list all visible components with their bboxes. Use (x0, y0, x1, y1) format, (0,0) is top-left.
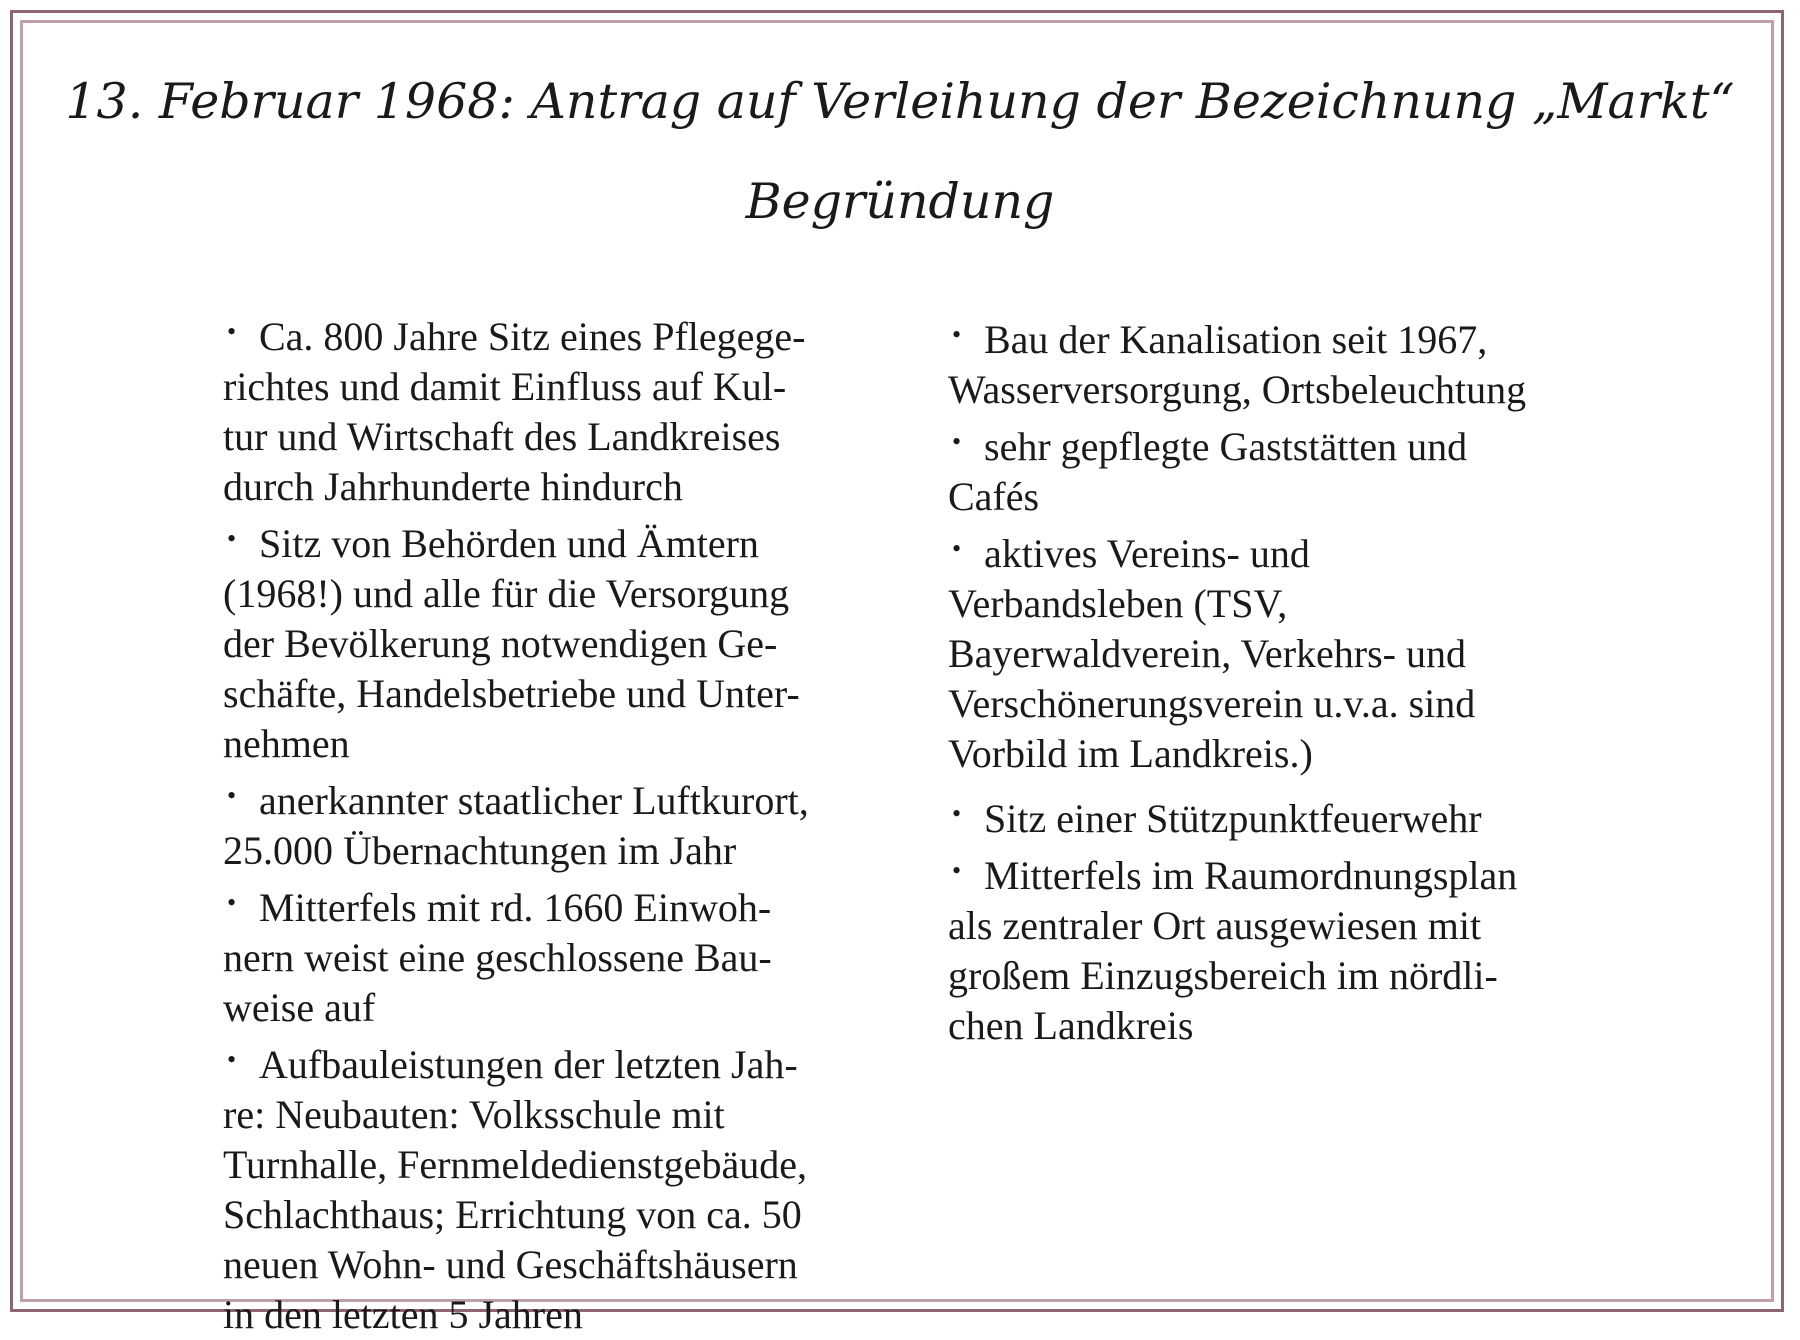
bullet-item-line: • Ca. 800 Jahre Sitz eines Pflegege- (223, 307, 843, 362)
bullet-item-line: (1968!) und alle für die Versorgung (223, 571, 790, 616)
bullet-item (948, 846, 1588, 1051)
bullet-item (223, 307, 843, 512)
bullet-item-line: 25.000 Übernachtungen im Jahr (223, 828, 737, 873)
bullet-item-line: re: Neubauten: Volksschule mit (223, 1092, 725, 1137)
bullet-item-line: Schlachthaus; Errichtung von ca. 50 (223, 1192, 802, 1237)
bullet-item (223, 771, 843, 876)
bullet-icon: • (952, 799, 962, 828)
bullet-item-line: neuen Wohn- und Geschäftshäusern (223, 1242, 798, 1287)
bullet-item-line: weise auf (223, 985, 376, 1030)
bullet-item-line: • Mitterfels im Raumordnungsplan (948, 846, 1588, 901)
bullet-item-line: • aktives Vereins- und (948, 524, 1588, 579)
bullet-item-line: Verbandsleben (TSV, (948, 581, 1288, 626)
bullet-item-line: richtes und damit Einfluss auf Kul- (223, 364, 787, 409)
bullet-item-line: Verschönerungsverein u.v.a. sind (948, 681, 1476, 726)
bullet-item-line: der Bevölkerung notwendigen Ge- (223, 621, 778, 666)
title-line-1: 13. Februar 1968: Antrag auf Verleihung der Bezeichnung „Markt“ (65, 73, 1735, 130)
bullet-item-line: • Mitterfels mit rd. 1660 Einwoh- (223, 878, 843, 933)
bullet-item-line: Wasserversorgung, Ortsbeleuchtung (948, 367, 1527, 412)
bullet-item-line: schäfte, Handelsbetriebe und Unter- (223, 671, 800, 716)
bullet-icon: • (952, 856, 962, 885)
title-line-2: Begründung (745, 173, 1055, 230)
bullet-icon: • (952, 427, 962, 456)
bullet-icon: • (227, 781, 237, 810)
bullet-item-line: durch Jahrhunderte hindurch (223, 464, 683, 509)
bullet-item-line: tur und Wirtschaft des Landkreises (223, 414, 781, 459)
bullet-item-line: in den letzten 5 Jahren (223, 1292, 583, 1337)
bullet-item-line: Turnhalle, Fernmeldedienstgebäude, (223, 1142, 807, 1187)
left-column (223, 307, 843, 1340)
page-title (0, 52, 1800, 252)
bullet-item (948, 789, 1588, 844)
bullet-icon: • (227, 317, 237, 346)
bullet-item-line: als zentraler Ort ausgewiesen mit (948, 903, 1482, 948)
bullet-item-line: • sehr gepflegte Gaststätten und (948, 417, 1588, 472)
bullet-item-line: großem Einzugsbereich im nördli- (948, 953, 1498, 998)
bullet-item-line: • Aufbauleistungen der letzten Jah- (223, 1035, 843, 1090)
bullet-icon: • (952, 320, 962, 349)
right-column (948, 310, 1588, 1051)
bullet-item-line: Bayerwaldverein, Verkehrs- und (948, 631, 1466, 676)
bullet-icon: • (227, 524, 237, 553)
bullet-item-line: • Bau der Kanalisation seit 1967, (948, 310, 1588, 365)
bullet-icon: • (227, 888, 237, 917)
bullet-item (223, 878, 843, 1033)
bullet-item (948, 310, 1588, 415)
bullet-item-line: Vorbild im Landkreis.) (948, 731, 1313, 776)
bullet-item (223, 1035, 843, 1340)
bullet-item (223, 514, 843, 769)
bullet-icon: • (227, 1045, 237, 1074)
bullet-item-line: • Sitz einer Stützpunktfeuerwehr (948, 789, 1588, 844)
bullet-icon: • (952, 534, 962, 563)
bullet-item-line: nehmen (223, 721, 350, 766)
bullet-item (948, 417, 1588, 522)
bullet-item-line: • Sitz von Behörden und Ämtern (223, 514, 843, 569)
bullet-item-line: nern weist eine geschlossene Bau- (223, 935, 772, 980)
bullet-item-line: • anerkannter staatlicher Luftkurort, (223, 771, 843, 826)
bullet-item-line: chen Landkreis (948, 1003, 1194, 1048)
bullet-item (948, 524, 1588, 779)
bullet-item-line: Cafés (948, 474, 1040, 519)
